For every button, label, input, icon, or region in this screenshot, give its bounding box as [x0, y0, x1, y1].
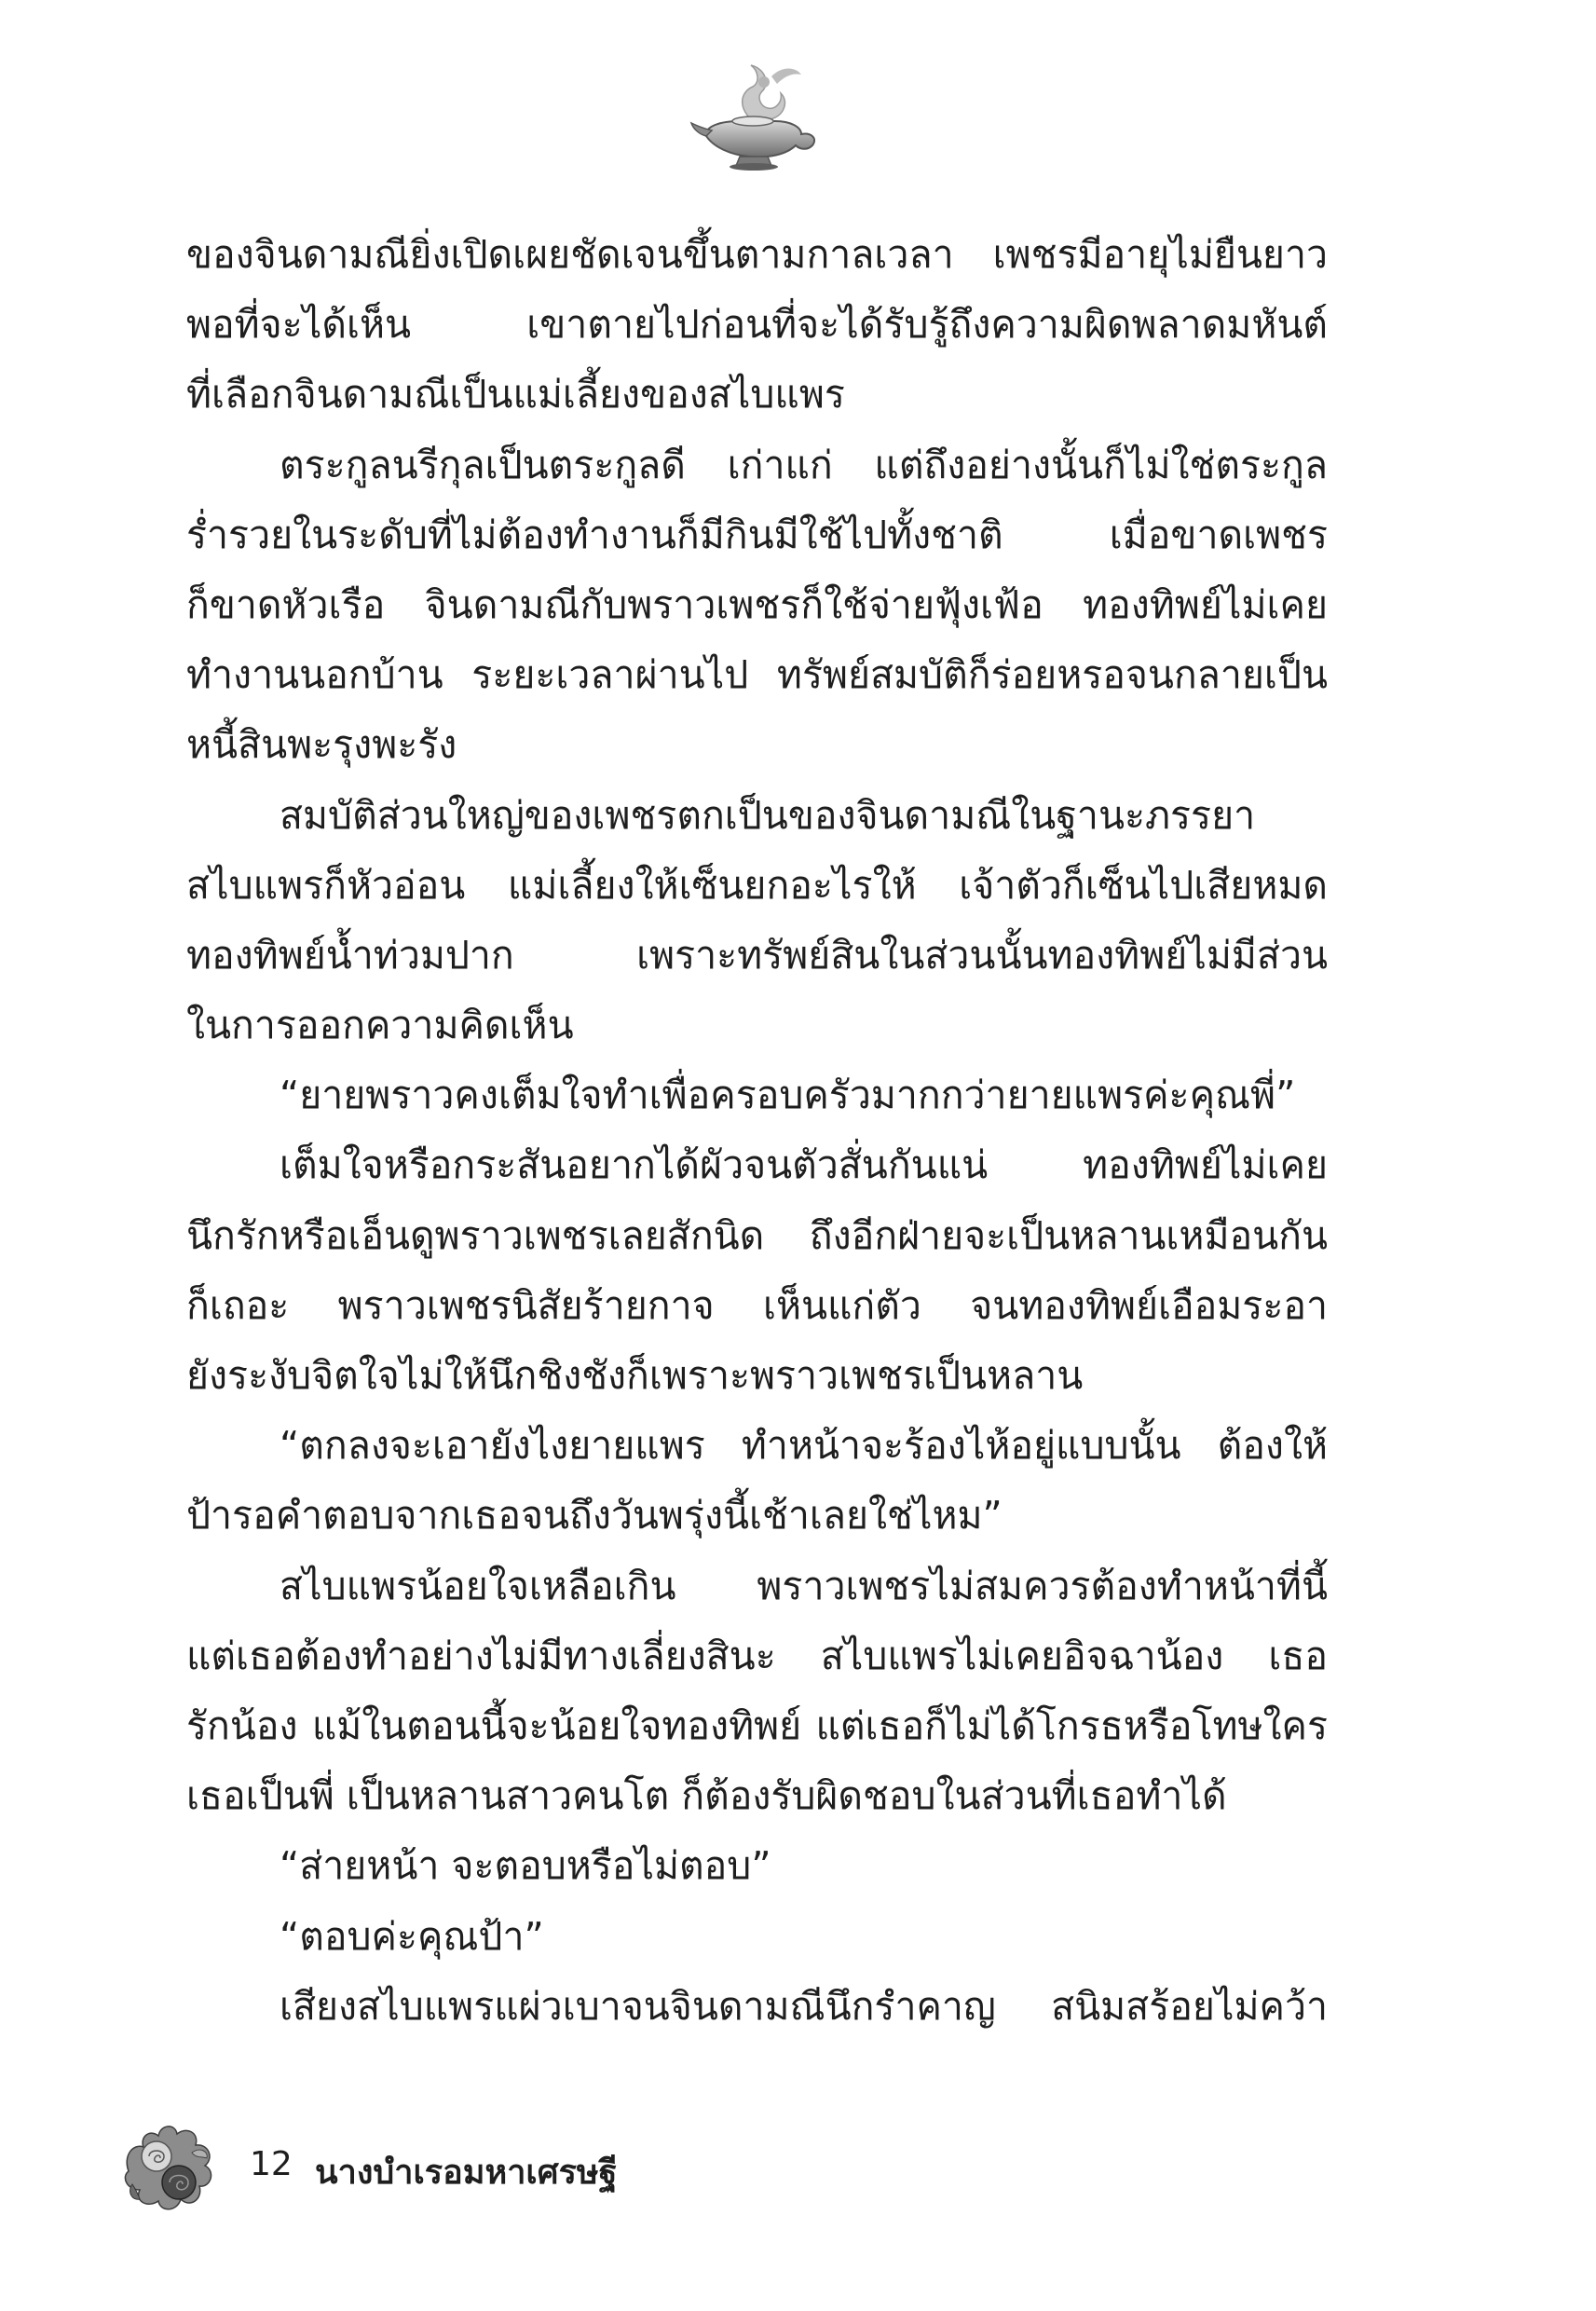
- text-line: นึกรักหรือเอ็นดูพราวเพชรเลยสักนิด ถึงอีกฝ่ายจะเป็นหลานเหมือนกัน: [186, 1212, 1328, 1258]
- text-line: ก็ขาดหัวเรือ จินดามณีกับพราวเพชรก็ใช้จ่ายฟุ้งเฟ้อ ทองทิพย์ไม่เคย: [186, 581, 1328, 627]
- page-footer: [119, 2115, 771, 2218]
- page-number: 12: [250, 2145, 293, 2183]
- text-line: “ส่ายหน้า จะตอบหรือไม่ตอบ”: [280, 1843, 771, 1889]
- text-line: “ตอบค่ะคุณป้า”: [280, 1913, 544, 1959]
- text-line: ยังระงับจิตใจไม่ให้นึกชิงชังก็เพราะพราวเพชรเป็นหลาน: [186, 1353, 1084, 1398]
- text-line: เสียงสไบแพรแผ่วเบาจนจินดามณีนึกรำคาญ สนิมสร้อยไม่คว้า: [280, 1983, 1328, 2029]
- text-line: ในการออกความคิดเห็น: [186, 1003, 574, 1048]
- text-line: ร่ำรวยในระดับที่ไม่ต้องทำงานก็มีกินมีใช้ไปทั้งชาติ เมื่อขาดเพชร: [186, 512, 1328, 557]
- text-line: ก็เถอะ พราวเพชรนิสัยร้ายกาจ เห็นแก่ตัว จนทองทิพย์เอือมระอา: [186, 1282, 1328, 1328]
- text-line: ตระกูลนรีกุลเป็นตระกูลดี เก่าแก่ แต่ถึงอย่างนั้นก็ไม่ใช่ตระกูล: [280, 442, 1328, 487]
- text-line: สไบแพรก็หัวอ่อน แม่เลี้ยงให้เซ็นยกอะไรให้ เจ้าตัวก็เซ็นไปเสียหมด: [186, 862, 1328, 908]
- text-line: “ยายพราวคงเต็มใจทำเพื่อครอบครัวมากกว่ายายแพรค่ะคุณพี่”: [280, 1073, 1296, 1118]
- text-line: ป้ารอคำตอบจากเธอจนถึงวันพรุ่งนี้เช้าเลยใช่ไหม”: [186, 1493, 1003, 1538]
- text-line: หนี้สินพะรุงพะรัง: [186, 722, 457, 768]
- genie-lamp-icon: [686, 54, 825, 175]
- text-line: สไบแพรน้อยใจเหลือเกิน พราวเพชรไม่สมควรต้องทำหน้าที่นี้: [280, 1563, 1328, 1608]
- text-line: แต่เธอต้องทำอย่างไม่มีทางเลี่ยงสินะ สไบแพรไม่เคยอิจฉาน้อง เธอ: [186, 1633, 1328, 1678]
- text-line: ที่เลือกจินดามณีเป็นแม่เลี้ยงของสไบแพร: [186, 372, 845, 417]
- text-line: รักน้อง แม้ในตอนนี้จะน้อยใจทองทิพย์ แต่เธอก็ไม่ได้โกรธหรือโทษใคร: [186, 1702, 1328, 1748]
- text-line: สมบัติส่วนใหญ่ของเพชรตกเป็นของจินดามณีในฐานะภรรยา: [280, 792, 1256, 838]
- text-line: เธอเป็นพี่ เป็นหลานสาวคนโต ก็ต้องรับผิดชอบในส่วนที่เธอทำได้: [186, 1773, 1227, 1819]
- text-line: ทำงานนอกบ้าน ระยะเวลาผ่านไป ทรัพย์สมบัติก็ร่อยหรอจนกลายเป็น: [186, 652, 1328, 698]
- rose-icon: [119, 2115, 222, 2218]
- body-text: [186, 220, 1328, 2042]
- text-line: “ตกลงจะเอายังไงยายแพร ทำหน้าจะร้องไห้อยู่แบบนั้น ต้องให้: [280, 1423, 1328, 1469]
- text-line: เต็มใจหรือกระสันอยากได้ผัวจนตัวสั่นกันแน่ ทองทิพย์ไม่เคย: [280, 1142, 1328, 1188]
- running-title: นางบำเรอมหาเศรษฐี: [315, 2154, 618, 2192]
- text-line: ทองทิพย์น้ำท่วมปาก เพราะทรัพย์สินในส่วนนั้นทองทิพย์ไม่มีส่วน: [186, 932, 1328, 978]
- text-line: ของจินดามณียิ่งเปิดเผยชัดเจนขึ้นตามกาลเวลา เพชรมีอายุไม่ยืนยาว: [186, 232, 1328, 277]
- text-line: พอที่จะได้เห็น เขาตายไปก่อนที่จะได้รับรู้ถึงความผิดพลาดมหันต์: [186, 302, 1328, 348]
